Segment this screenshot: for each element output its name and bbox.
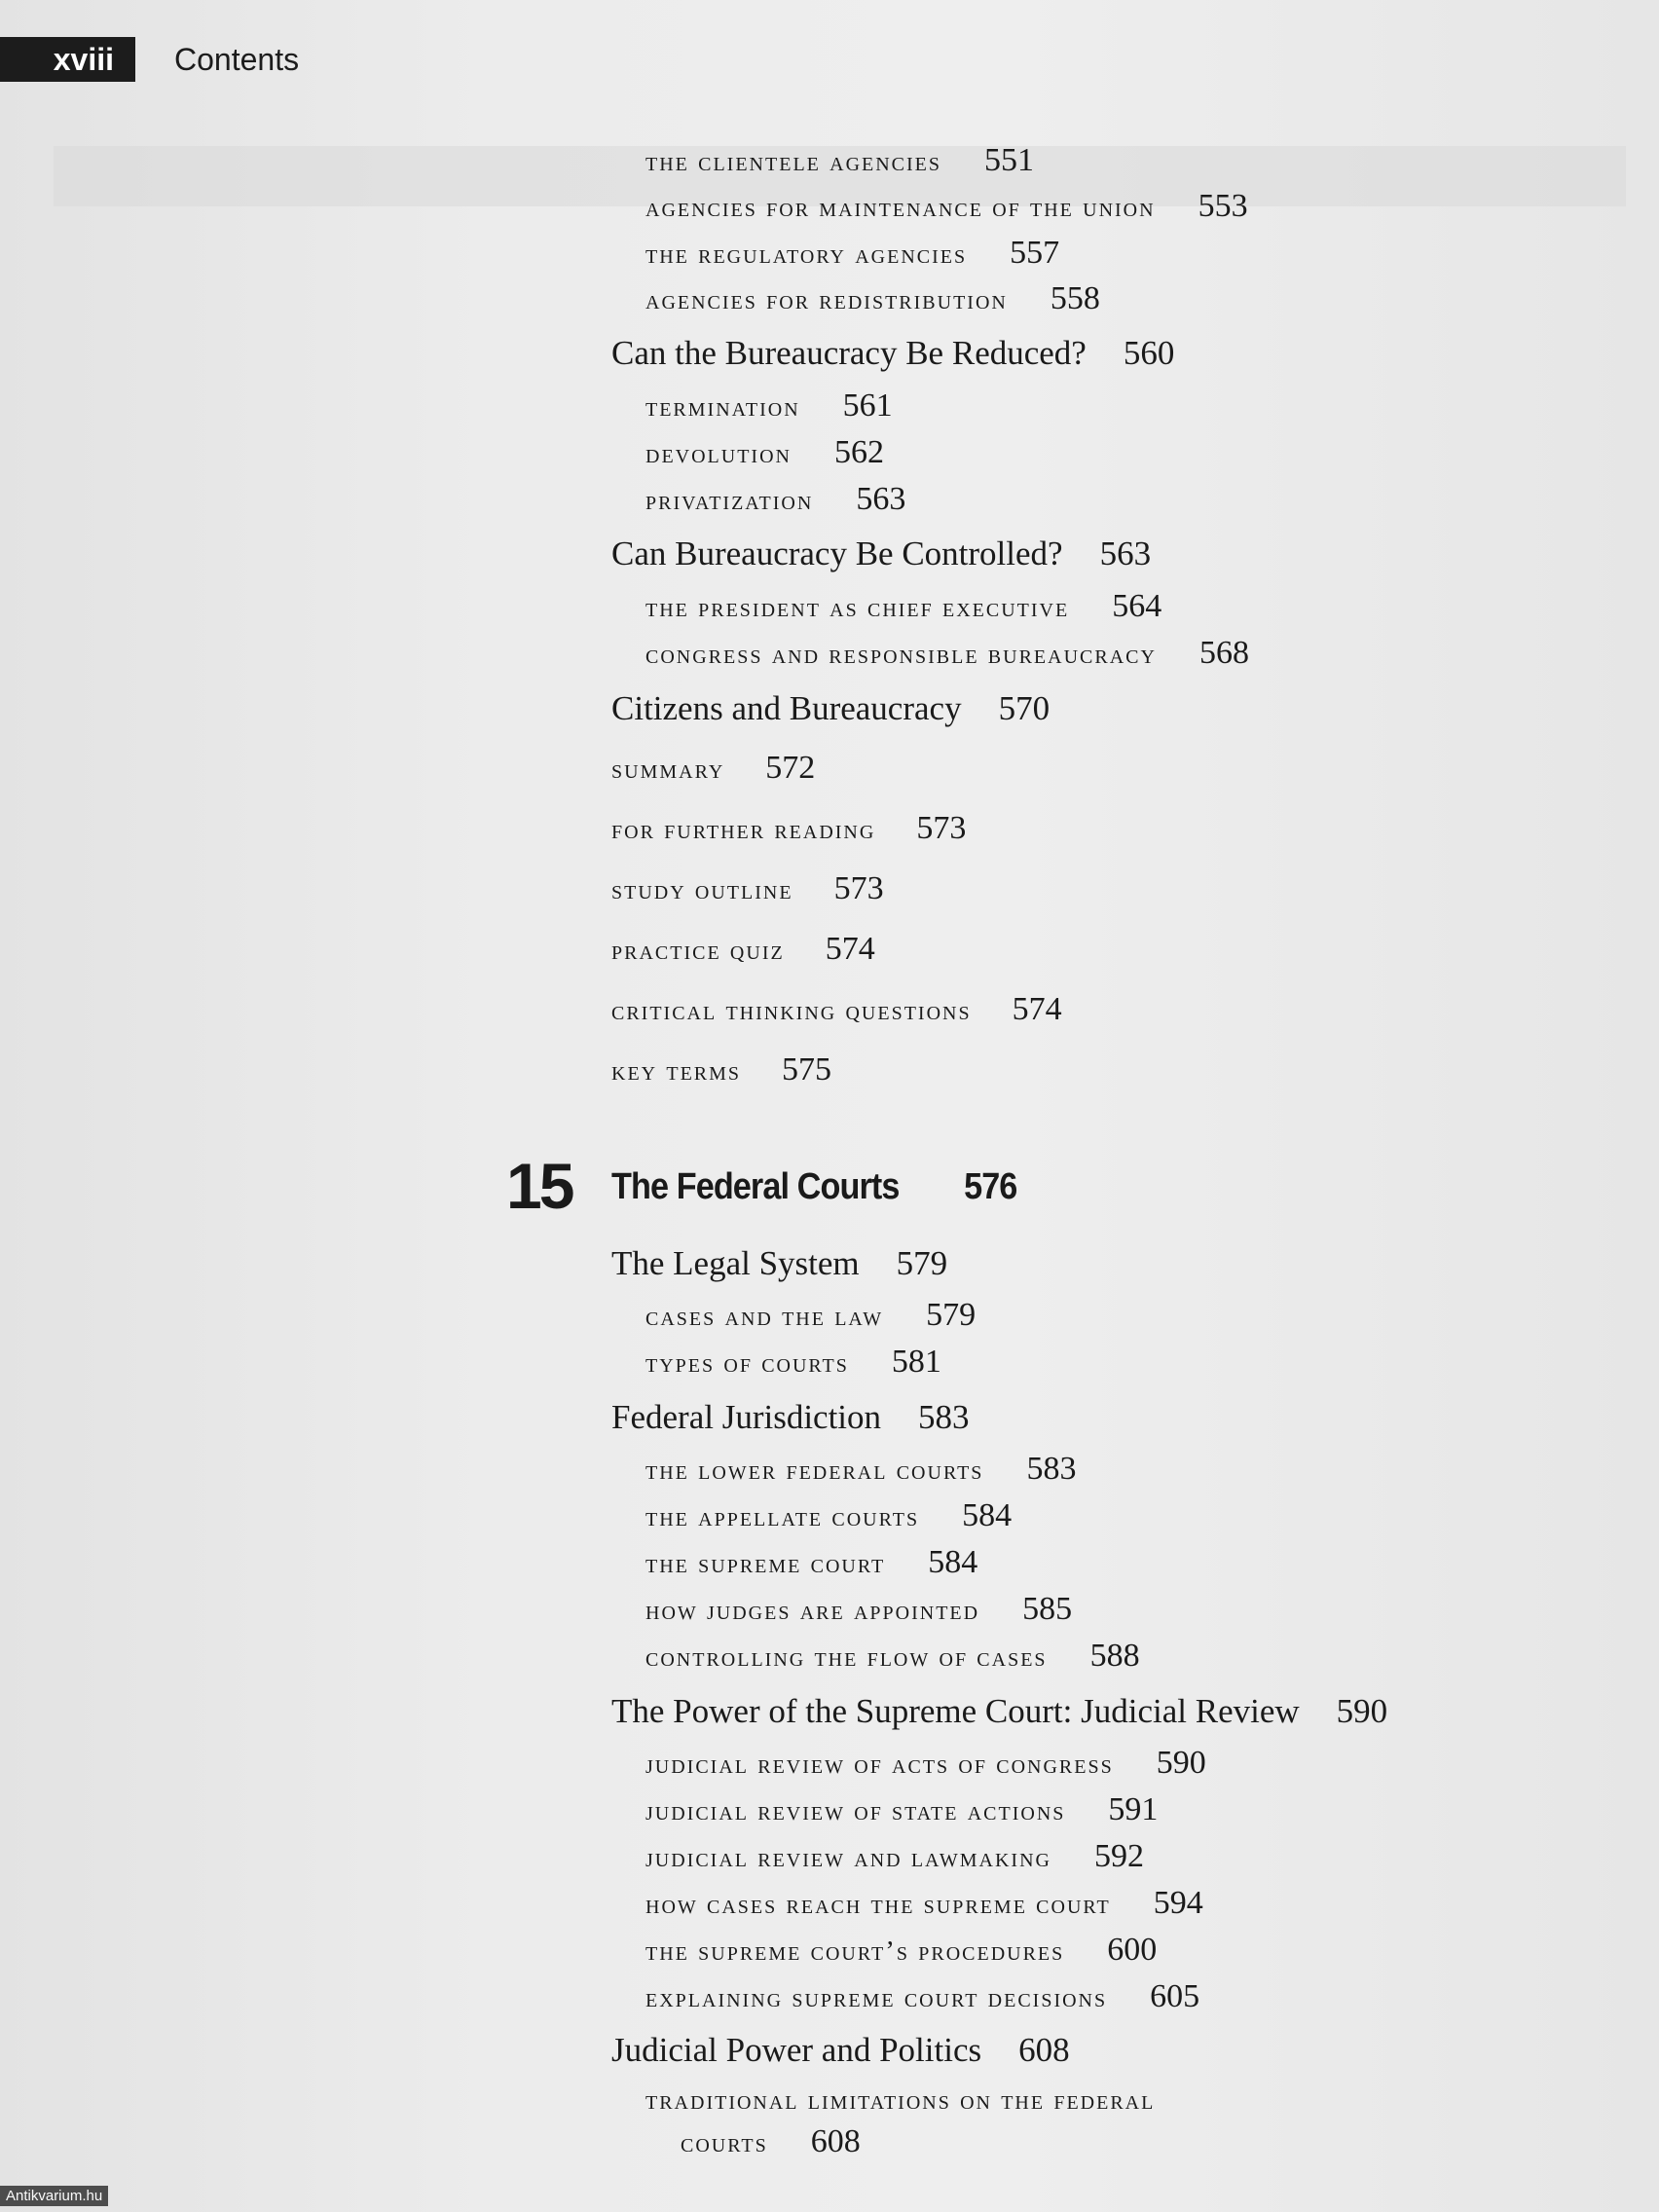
toc-entry-page: 561 bbox=[842, 387, 893, 424]
toc-entry[interactable] bbox=[645, 1932, 1157, 1969]
toc-entry-title: controlling the flow of cases bbox=[645, 1641, 1048, 1673]
toc-entry-title: cases and the law bbox=[645, 1301, 884, 1332]
toc-entry[interactable] bbox=[645, 588, 1161, 625]
toc-entry-page: 572 bbox=[765, 750, 816, 786]
toc-entry-page: 581 bbox=[891, 1344, 941, 1380]
toc-entry-title: the regulatory agencies bbox=[645, 239, 968, 270]
toc-entry-title: privatization bbox=[645, 485, 814, 516]
toc-entry[interactable] bbox=[611, 991, 1062, 1028]
toc-entry-title: key terms bbox=[611, 1055, 742, 1087]
toc-entry[interactable] bbox=[645, 280, 1100, 317]
toc-entry-page: 608 bbox=[810, 2123, 861, 2159]
toc-entry-page: 563 bbox=[1099, 535, 1152, 572]
toc-entry-title: summary bbox=[611, 754, 725, 785]
toc-entry-page: 584 bbox=[928, 1544, 978, 1580]
toc-entry[interactable] bbox=[645, 188, 1248, 225]
toc-entry[interactable] bbox=[611, 1051, 831, 1088]
toc-entry[interactable] bbox=[645, 1344, 941, 1381]
toc-entry-title: the clientele agencies bbox=[645, 146, 942, 177]
toc-entry[interactable] bbox=[645, 387, 893, 424]
toc-entry-page: 553 bbox=[1198, 188, 1248, 224]
toc-entry-page: 558 bbox=[1050, 280, 1100, 316]
toc-entry-page: 560 bbox=[1123, 334, 1175, 372]
toc-entry[interactable] bbox=[611, 931, 875, 968]
toc-entry[interactable] bbox=[611, 689, 1050, 728]
chapter-heading bbox=[611, 1166, 1016, 1208]
toc-entry-title: devolution bbox=[645, 438, 792, 469]
toc-entry-title: judicial review of state actions bbox=[645, 1795, 1066, 1826]
toc-entry[interactable] bbox=[645, 481, 905, 518]
toc-entry-title: agencies for redistribution bbox=[645, 284, 1008, 315]
toc-entry-title: the supreme court’s procedures bbox=[645, 1936, 1065, 1967]
toc-entry[interactable] bbox=[611, 870, 884, 907]
toc-entry[interactable] bbox=[645, 1591, 1072, 1628]
toc-entry-title: the president as chief executive bbox=[645, 592, 1070, 623]
toc-entry-page: 590 bbox=[1336, 1692, 1388, 1730]
toc-entry-page: 583 bbox=[1026, 1451, 1077, 1487]
chapter-title: The Federal Courts bbox=[611, 1166, 900, 1207]
toc-entry-title: Judicial Power and Politics bbox=[611, 2031, 982, 2069]
toc-entry[interactable] bbox=[645, 142, 1034, 179]
toc-entry-page: 592 bbox=[1093, 1838, 1144, 1874]
toc-entry-page: 575 bbox=[782, 1051, 832, 1088]
toc-entry-page: 594 bbox=[1153, 1885, 1203, 1921]
toc-entry-page: 570 bbox=[998, 689, 1051, 727]
toc-entry-title: explaining supreme court decisions bbox=[645, 1982, 1108, 2013]
toc-entry[interactable] bbox=[645, 1497, 1012, 1534]
toc-entry-page: 568 bbox=[1198, 635, 1249, 671]
toc-entry[interactable] bbox=[611, 535, 1151, 573]
toc-entry[interactable] bbox=[645, 235, 1059, 272]
toc-entry[interactable] bbox=[611, 1398, 970, 1437]
running-head: Contents bbox=[174, 42, 300, 77]
toc-entry-title: types of courts bbox=[645, 1347, 849, 1379]
toc-entry-page: 573 bbox=[916, 810, 967, 846]
toc-entry-title: traditional limitations on the federal bbox=[645, 2084, 1156, 2116]
toc-entry-page: 583 bbox=[918, 1398, 970, 1436]
watermark: Antikvarium.hu bbox=[0, 2186, 108, 2206]
toc-entry-page: 600 bbox=[1107, 1932, 1158, 1968]
toc-entry[interactable] bbox=[645, 1451, 1076, 1488]
toc-entry[interactable] bbox=[645, 1978, 1199, 2015]
toc-entry-title: how judges are appointed bbox=[645, 1595, 980, 1626]
toc-entry-page: 579 bbox=[926, 1297, 977, 1333]
toc-entry-page: 564 bbox=[1112, 588, 1162, 624]
page-number: xviii bbox=[0, 37, 135, 82]
toc-entry-page: 608 bbox=[1018, 2031, 1070, 2069]
toc-entry-title-continued: courts bbox=[681, 2127, 768, 2158]
toc-entry[interactable] bbox=[645, 1297, 976, 1334]
toc-entry-page: 584 bbox=[962, 1497, 1013, 1533]
toc-entry-page: 590 bbox=[1156, 1745, 1206, 1781]
toc-entry[interactable] bbox=[645, 1838, 1144, 1875]
toc-entry-page: 605 bbox=[1150, 1978, 1200, 2014]
toc-entry-title: termination bbox=[645, 391, 800, 423]
toc-entry[interactable] bbox=[645, 1638, 1140, 1675]
toc-entry-title: judicial review and lawmaking bbox=[645, 1842, 1051, 1873]
toc-entry-title: Citizens and Bureaucracy bbox=[611, 689, 962, 727]
toc-entry[interactable] bbox=[645, 1745, 1206, 1782]
toc-entry-title: judicial review of acts of congress bbox=[645, 1749, 1114, 1780]
toc-entry-title: The Legal System bbox=[611, 1244, 860, 1282]
toc-entry-page: 591 bbox=[1108, 1791, 1159, 1827]
toc-entry[interactable] bbox=[611, 1692, 1387, 1731]
toc-entry-title: the lower federal courts bbox=[645, 1455, 984, 1486]
toc-entry-page: 585 bbox=[1022, 1591, 1073, 1627]
toc-entry[interactable] bbox=[611, 810, 966, 847]
toc-entry-title: critical thinking questions bbox=[611, 995, 972, 1026]
toc-entry-page: 573 bbox=[833, 870, 884, 906]
toc-entry-page: 588 bbox=[1089, 1638, 1140, 1674]
toc-entry-page: 579 bbox=[896, 1244, 948, 1282]
toc-entry-page: 574 bbox=[1012, 991, 1062, 1027]
chapter-page: 576 bbox=[964, 1166, 1017, 1207]
toc-entry-title: The Power of the Supreme Court: Judicial Review bbox=[611, 1692, 1300, 1730]
toc-entry[interactable] bbox=[611, 1244, 947, 1283]
toc-entry[interactable] bbox=[645, 1885, 1203, 1922]
toc-entry[interactable] bbox=[611, 334, 1174, 373]
toc-entry-title: for further reading bbox=[611, 814, 876, 845]
toc-entry[interactable] bbox=[645, 1544, 977, 1581]
toc-entry-title: agencies for maintenance of the union bbox=[645, 192, 1156, 223]
toc-entry-title: Can the Bureaucracy Be Reduced? bbox=[611, 334, 1087, 372]
toc-entry-title: Federal Jurisdiction bbox=[611, 1398, 882, 1436]
toc-entry-title: the supreme court bbox=[645, 1548, 886, 1579]
toc-entry-title: how cases reach the supreme court bbox=[645, 1889, 1111, 1920]
toc-entry[interactable] bbox=[645, 1791, 1158, 1828]
toc-entry-page: 557 bbox=[1010, 235, 1060, 271]
toc-entry-page: 563 bbox=[856, 481, 906, 517]
toc-entry-title: the appellate courts bbox=[645, 1501, 920, 1532]
toc-entry-title: Can Bureaucracy Be Controlled? bbox=[611, 535, 1063, 572]
toc-entry[interactable] bbox=[645, 635, 1249, 672]
toc-entry-page: 551 bbox=[984, 142, 1035, 178]
toc-entry-page: 562 bbox=[833, 434, 884, 470]
toc-entry-title: practice quiz bbox=[611, 935, 785, 966]
toc-entry[interactable] bbox=[645, 2084, 1155, 2117]
toc-entry-continuation[interactable] bbox=[681, 2123, 861, 2160]
toc-entry[interactable] bbox=[611, 750, 815, 787]
toc-entry-title: study outline bbox=[611, 874, 793, 905]
chapter-number: 15 bbox=[506, 1150, 572, 1222]
toc-entry-page: 574 bbox=[825, 931, 875, 967]
toc-entry[interactable] bbox=[645, 434, 884, 471]
toc-entry-title: congress and responsible bureaucracy bbox=[645, 639, 1157, 670]
toc-entry[interactable] bbox=[611, 2031, 1070, 2070]
